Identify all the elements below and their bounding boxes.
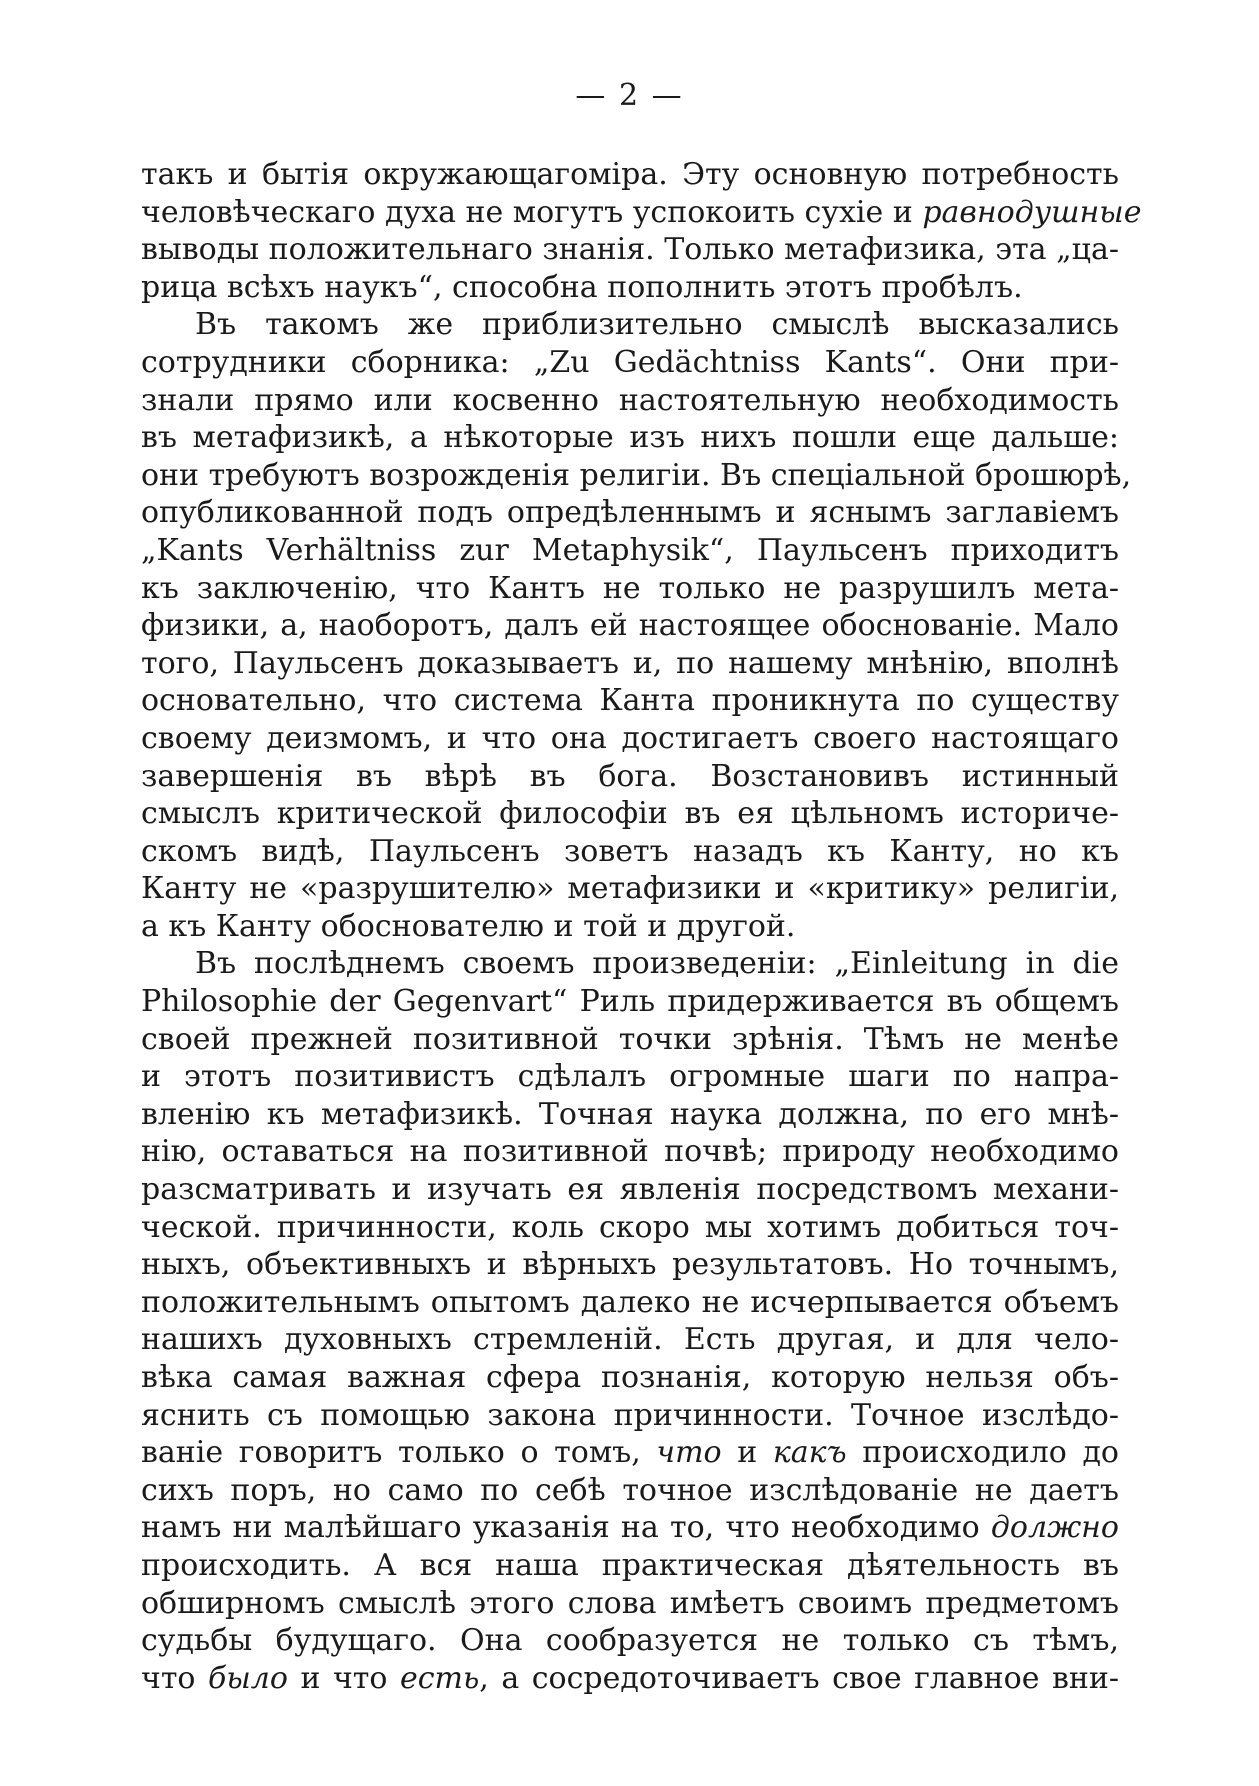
text-line: обширномъ смыслѣ этого слова имѣетъ своимъ предметомъ bbox=[141, 1585, 1119, 1621]
text-line: Въ такомъ же приблизительно смыслѣ высказались bbox=[195, 307, 1119, 343]
text-line: яснить съ помощью закона причинности. Точное изслѣдо- bbox=[141, 1397, 1119, 1433]
italic-emphasis: равнодушные bbox=[922, 194, 1142, 230]
text-line: нашихъ духовныхъ стремленій. Есть другая, и для чело- bbox=[141, 1322, 1119, 1358]
text-line: ческой. причинности, коль скоро мы хотимъ добиться точ- bbox=[141, 1209, 1119, 1245]
text-line: вленію къ метафизикѣ. Точная наука должна, по его мнѣ- bbox=[141, 1096, 1119, 1132]
text-line: вѣка самая важная сфера познанія, которую нельзя объ- bbox=[141, 1360, 1119, 1395]
text-line: основательно, что система Канта проникнута по существу bbox=[141, 683, 1119, 719]
text-line: нію, оставаться на позитивной почвѣ; природу необходимо bbox=[141, 1134, 1119, 1170]
text-line: „Kants Verhältniss zur Metaphysik“, Паульсенъ приходитъ bbox=[141, 532, 1119, 568]
text-line: сихъ поръ, но само по себѣ точное изслѣдованіе не даетъ bbox=[141, 1472, 1119, 1508]
text-line: положительнымъ опытомъ далеко не исчерпывается объемъ bbox=[141, 1284, 1119, 1320]
text-run: , а сосредоточиваетъ свое главное вни- bbox=[479, 1660, 1120, 1696]
text-line: своему деизмомъ, и что она достигаетъ своего настоящаго bbox=[141, 720, 1119, 756]
italic-emphasis: было bbox=[208, 1660, 288, 1696]
text-line: Канту не «разрушителю» метафизики и «критику» религіи, bbox=[141, 871, 1119, 907]
text-line: въ метафизикѣ, а нѣкоторые изъ нихъ пошли еще дальше: bbox=[141, 420, 1119, 456]
text-line: того, Паульсенъ доказываетъ и, по нашему мнѣнію, вполнѣ bbox=[141, 645, 1119, 681]
page-number: — 2 — bbox=[575, 78, 684, 113]
text-line: Въ послѣднемъ своемъ произведеніи: „Einleitung in die bbox=[195, 946, 1119, 982]
text-line bbox=[141, 194, 1142, 232]
body-text bbox=[141, 156, 1142, 1697]
text-line: и этотъ позитивистъ сдѣлалъ огромные шаги по напра- bbox=[141, 1059, 1119, 1095]
text-line: Philosophie der Gegenvart“ Риль придерживается въ общемъ bbox=[141, 984, 1119, 1020]
text-line: къ заключенію, что Кантъ не только не разрушилъ мета- bbox=[141, 570, 1119, 606]
italic-emphasis: есть bbox=[399, 1660, 480, 1696]
italic-emphasis: какъ bbox=[772, 1435, 847, 1471]
text-run: что bbox=[141, 1660, 209, 1696]
text-line: сотрудники сборника: „Zu Gedächtniss Kants“. Они при- bbox=[141, 344, 1119, 380]
text-line: опубликованной подъ опредѣленнымъ и яснымъ заглавіемъ bbox=[141, 495, 1119, 531]
text-line: смыслъ критической философіи въ ея цѣльномъ историче- bbox=[141, 796, 1119, 832]
text-line: они требуютъ возрожденія религіи. Въ спеціальной брошюрѣ, bbox=[141, 457, 1132, 493]
italic-emphasis: должно bbox=[990, 1510, 1119, 1546]
text-line: знали прямо или косвенно настоятельную необходимость bbox=[141, 382, 1119, 418]
text-line bbox=[141, 1434, 1119, 1472]
text-run: и bbox=[721, 1435, 773, 1471]
text-line: своей прежней позитивной точки зрѣнія. Тѣмъ не менѣе bbox=[141, 1021, 1119, 1057]
text-run: ваніе говоритъ только о томъ, bbox=[141, 1435, 657, 1471]
text-line bbox=[141, 1660, 1119, 1698]
text-line: ныхъ, объективныхъ и вѣрныхъ результатовъ. Но точнымъ, bbox=[141, 1247, 1119, 1283]
text-line: скомъ видѣ, Паульсенъ зоветъ назадъ къ Канту, но къ bbox=[141, 833, 1119, 869]
text-line: разсматривать и изучать ея явленія посредствомъ механи- bbox=[141, 1172, 1119, 1208]
text-line: такъ и бытія окружающагоміра. Эту основную потребность bbox=[141, 157, 1119, 192]
italic-emphasis: что bbox=[656, 1435, 722, 1471]
text-run: происходило до bbox=[846, 1435, 1119, 1471]
text-line: завершенія въ вѣрѣ въ бога. Возстановивъ истинный bbox=[141, 758, 1119, 794]
text-run: человѣческаго духа не могутъ успокоить сухіе и bbox=[141, 194, 923, 230]
text-line: физики, а, наоборотъ, далъ ей настоящее обоснованіе. Мало bbox=[141, 608, 1119, 644]
text-line: выводы положительнаго знанія. Только метафизика, эта „ца- bbox=[141, 232, 1119, 268]
text-line: судьбы будущаго. Она сообразуется не только съ тѣмъ, bbox=[141, 1623, 1119, 1659]
text-line bbox=[141, 1509, 1119, 1547]
text-run: и что bbox=[287, 1660, 400, 1696]
text-line: а къ Канту обоснователю и той и другой. bbox=[141, 908, 796, 944]
text-line: происходить. А вся наша практическая дѣятельность въ bbox=[141, 1547, 1119, 1583]
text-run: намъ ни малѣйшаго указанія на то, что необходимо bbox=[141, 1510, 991, 1546]
text-line: рица всѣхъ наукъ“, способна пополнить этотъ пробѣлъ. bbox=[141, 269, 1023, 305]
